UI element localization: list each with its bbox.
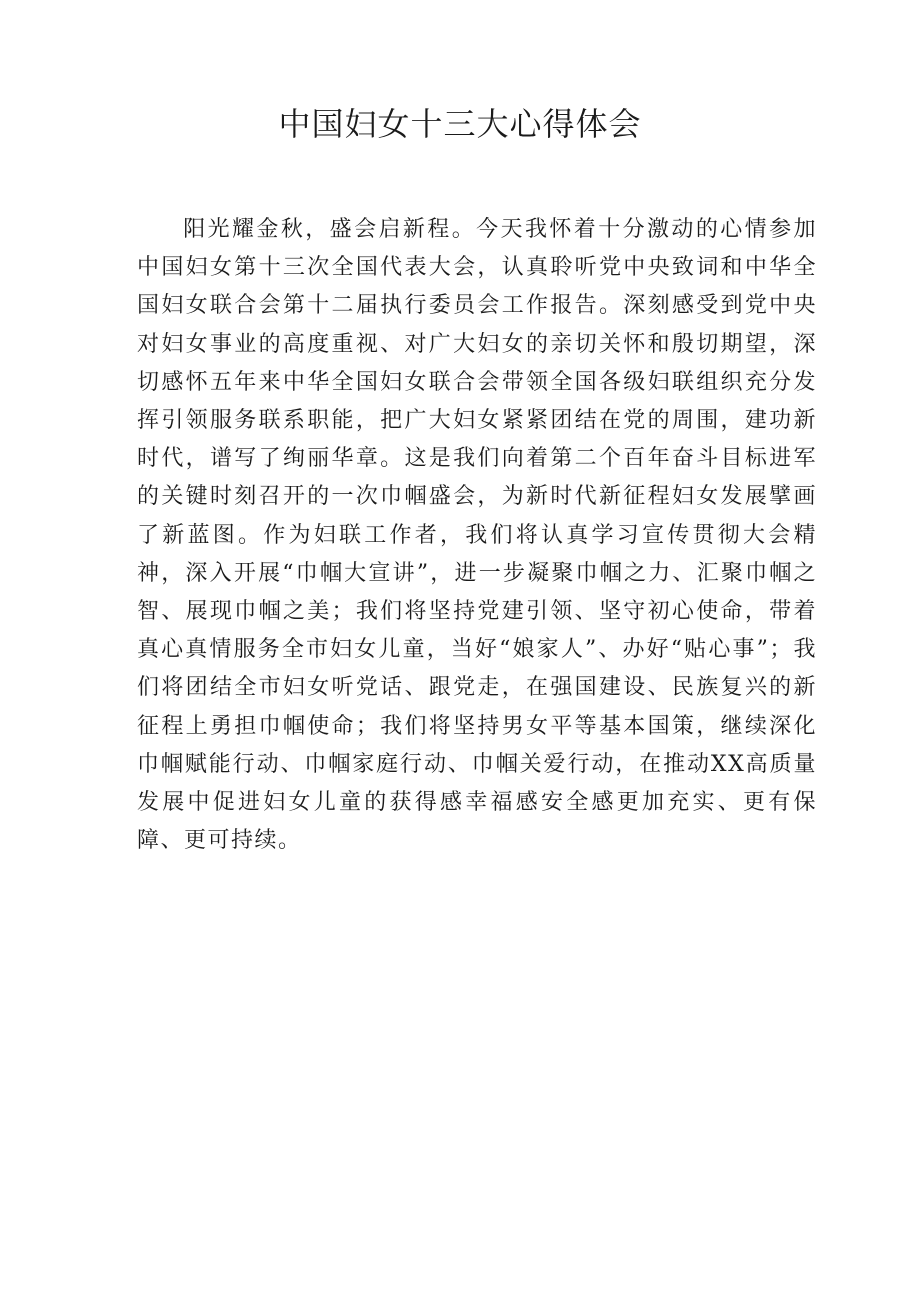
- body-paragraph: 阳光耀金秋，盛会启新程。今天我怀着十分激动的心情参加中国妇女第十三次全国代表大会，认真聆听党中央致词和中华全国妇女联合会第十二届执行委员会工作报告。深刻感受到党中央对妇女事业的高度重视、对广大妇女的亲切关怀和殷切期望，深切感怀五年来中华全国妇女联合会带领全国各级妇联组织充分发挥引领服务联系职能，把广大妇女紧紧团结在党的周围，建功新时代，谱写了绚丽华章。这是我们向着第二个百年奋斗目标进军的关键时刻召开的一次巾帼盛会，为新时代新征程妇女发展擘画了新蓝图。作为妇联工作者，我们将认真学习宣传贯彻大会精神，深入开展“巾帼大宣讲”，进一步凝聚巾帼之力、汇聚巾帼之智、展现巾帼之美；我们将坚持党建引领、坚守初心使命，带着真心真情服务全市妇女儿童，当好“娘家人”、办好“贴心事”；我们将团结全市妇女听党话、跟党走，在强国建设、民族复兴的新征程上勇担巾帼使命；我们将坚持男女平等基本国策，继续深化巾帼赋能行动、巾帼家庭行动、巾帼关爱行动，在推动XX高质量发展中促进妇女儿童的获得感幸福感安全感更加充实、更有保障、更可持续。: [137, 217, 817, 854]
- document-title: 中国妇女十三大心得体会: [278, 105, 642, 143]
